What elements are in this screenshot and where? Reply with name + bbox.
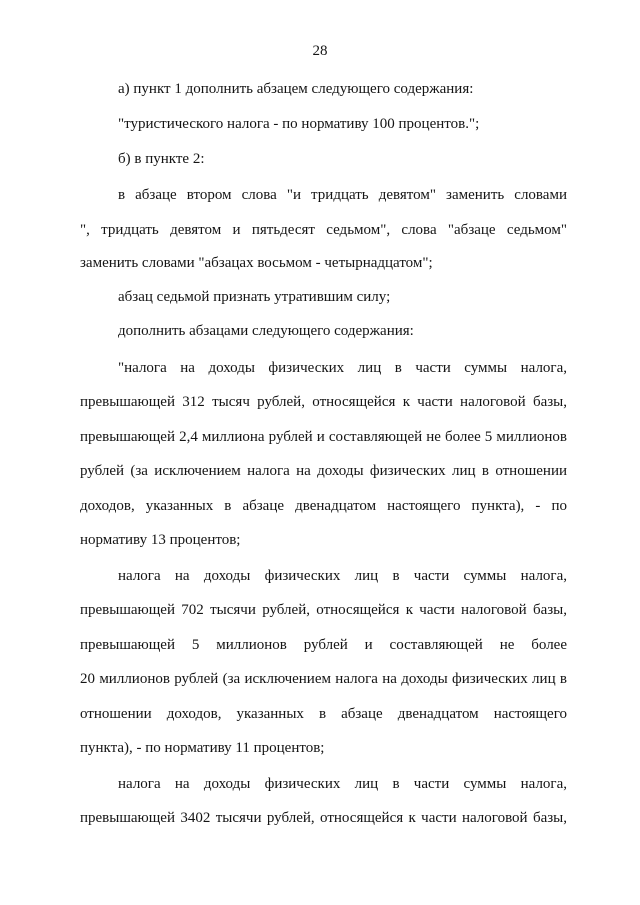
- text-line: б) в пункте 2:: [118, 151, 205, 167]
- text-line: превышающей 5 миллионов рублей и составляющей не более: [80, 637, 567, 653]
- text-line: ", тридцать девятом и пятьдесят седьмом", слова "абзаце седьмом": [80, 222, 567, 238]
- text-line: рублей (за исключением налога на доходы физических лиц в отношении: [80, 463, 567, 479]
- text-line: 20 миллионов рублей (за исключением налога на доходы физических лиц в: [80, 671, 567, 687]
- text-line: превышающей 312 тысяч рублей, относящейся к части налоговой базы,: [80, 394, 567, 410]
- text-line: заменить словами "абзацах восьмом - четырнадцатом";: [80, 255, 433, 271]
- text-line: "туристического налога - по нормативу 100 процентов.";: [118, 116, 480, 132]
- text-line: налога на доходы физических лиц в части суммы налога,: [118, 568, 567, 584]
- text-line: а) пункт 1 дополнить абзацем следующего содержания:: [118, 81, 474, 97]
- text-line: превышающей 3402 тысячи рублей, относящейся к части налоговой базы,: [80, 810, 567, 826]
- text-line: абзац седьмой признать утратившим силу;: [118, 289, 391, 305]
- text-line: "налога на доходы физических лиц в части суммы налога,: [118, 360, 567, 376]
- text-line: нормативу 13 процентов;: [80, 532, 241, 548]
- text-line: дополнить абзацами следующего содержания:: [118, 323, 414, 339]
- text-line: отношении доходов, указанных в абзаце двенадцатом настоящего: [80, 706, 567, 722]
- text-line: доходов, указанных в абзаце двенадцатом настоящего пункта), - по: [80, 498, 567, 514]
- page-number: 28: [312, 43, 328, 59]
- text-line: налога на доходы физических лиц в части суммы налога,: [118, 776, 567, 792]
- text-line: в абзаце втором слова "и тридцать девятом" заменить словами: [118, 187, 567, 203]
- text-line: превышающей 702 тысячи рублей, относящейся к части налоговой базы,: [80, 602, 567, 618]
- text-line: пункта), - по нормативу 11 процентов;: [80, 740, 325, 756]
- text-line: превышающей 2,4 миллиона рублей и составляющей не более 5 миллионов: [80, 429, 567, 445]
